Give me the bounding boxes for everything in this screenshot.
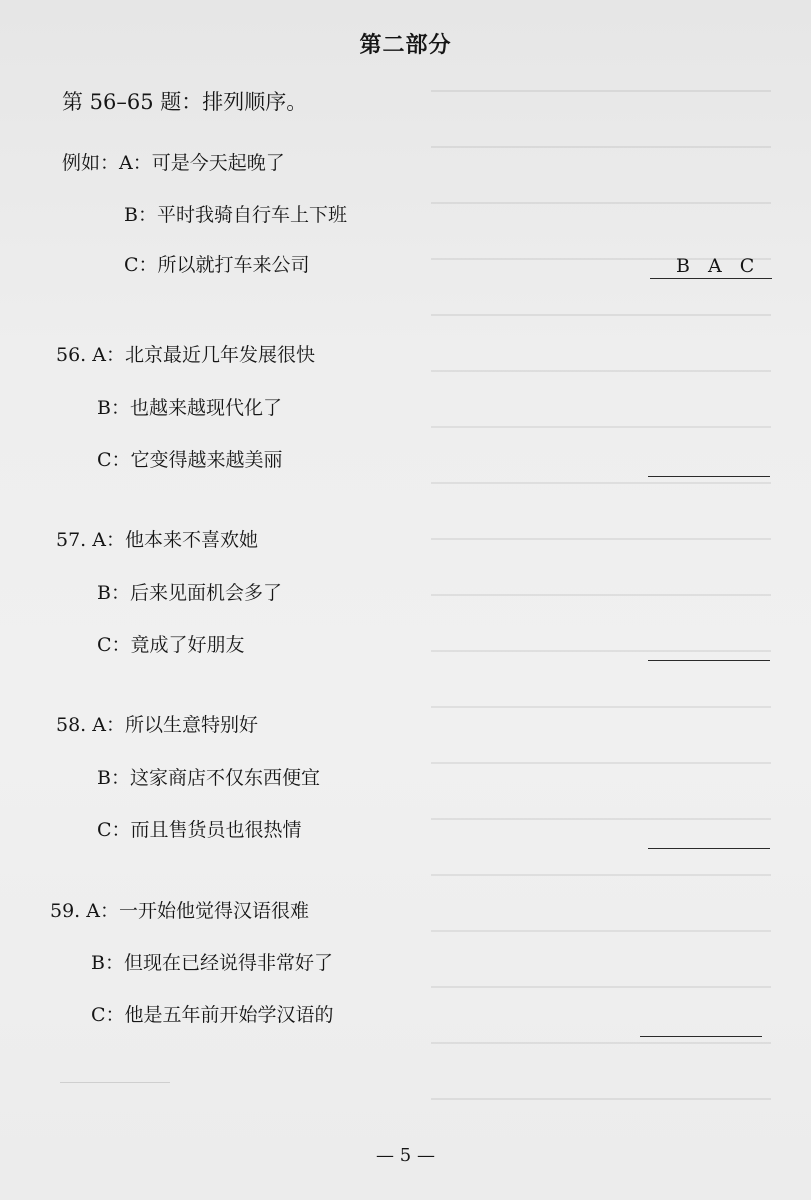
q58-number: 58. [56, 714, 87, 736]
q59-answer-line[interactable] [640, 1036, 762, 1037]
q58-answer-line[interactable] [648, 848, 770, 849]
q58-option-c: C：而且售货员也很热情 [97, 819, 302, 841]
q56-answer-line[interactable] [648, 476, 770, 477]
page-number: — 5 — [376, 1145, 435, 1166]
q56-number: 56. [56, 344, 87, 366]
q57-option-b: B：后来见面机会多了 [97, 582, 282, 604]
instruction-text: 第 56–65 题：排列顺序。 [62, 90, 308, 114]
q58-option-b: B：这家商店不仅东西便宜 [97, 767, 320, 789]
q56-option-c: C：它变得越来越美丽 [97, 449, 283, 471]
q56-option-b: B：也越来越现代化了 [97, 397, 282, 419]
bleed-through-text [431, 60, 771, 1100]
q57-option-c: C：竟成了好朋友 [97, 634, 245, 656]
q56-option-a: 56. A：北京最近几年发展很快 [56, 344, 315, 366]
q59-option-c: C：他是五年前开始学汉语的 [91, 1004, 334, 1026]
q59-number: 59. [50, 900, 81, 922]
example-option-a: A：可是今天起晚了 [119, 152, 285, 174]
example-option-b: B：平时我骑自行车上下班 [124, 204, 347, 226]
q59-option-b: B：但现在已经说得非常好了 [91, 952, 333, 974]
q57-number: 57. [56, 529, 87, 551]
example-answer: B A C [676, 255, 761, 277]
example-lead: 例如： [62, 152, 120, 174]
example-option-c: C：所以就打车来公司 [124, 254, 310, 276]
example-line-a [62, 148, 285, 175]
footnote-rule [60, 1082, 170, 1083]
q57-answer-line[interactable] [648, 660, 770, 661]
q59-option-a: 59. A：一开始他觉得汉语很难 [50, 900, 309, 922]
q58-option-a: 58. A：所以生意特别好 [56, 714, 258, 736]
example-answer-line [650, 278, 772, 279]
section-title: 第二部分 [359, 32, 452, 58]
q57-option-a: 57. A：他本来不喜欢她 [56, 529, 258, 551]
